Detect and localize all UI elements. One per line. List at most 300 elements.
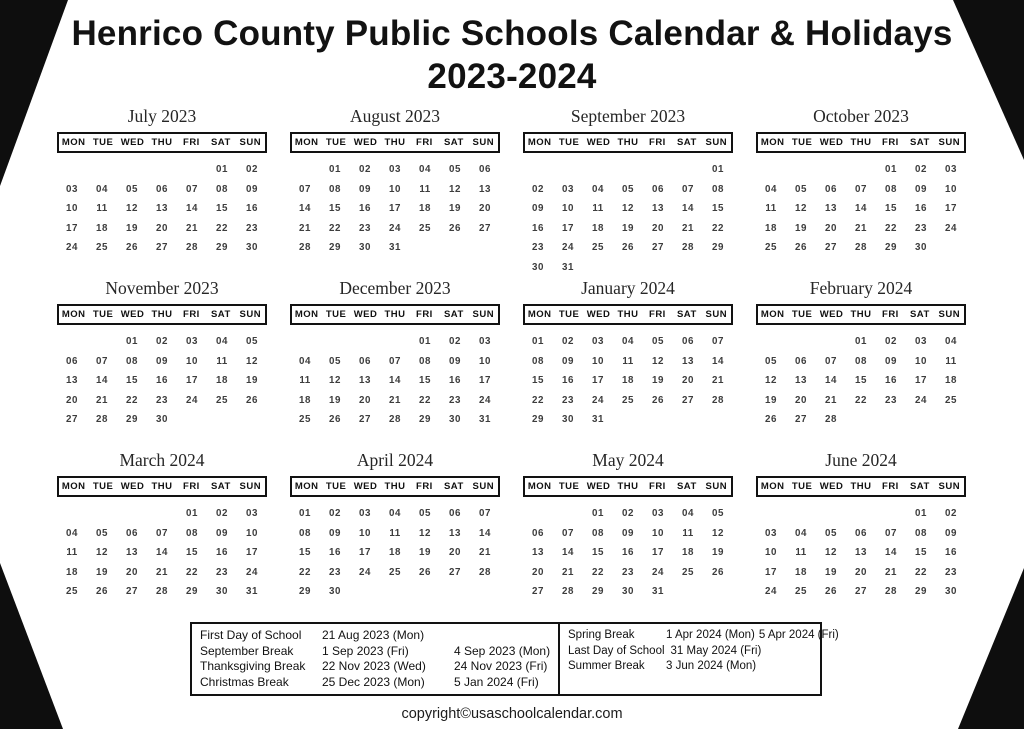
day-cell: 18 [592,222,604,234]
holiday-row [200,644,550,660]
day-cell: 24 [389,222,401,234]
day-cell: 23 [216,566,228,578]
day-cell: 13 [449,527,461,539]
day-cell [876,410,906,430]
day-cell: 05 [96,527,108,539]
day-cell: 24 [915,394,927,406]
weekday-label: TUE [92,137,114,148]
holiday-name: September Break [200,643,294,658]
day-cell: 27 [66,414,78,425]
day-cell: 26 [622,242,634,253]
day-cell: 04 [765,183,777,195]
weekday-label: THU [617,309,639,320]
day-cell: 13 [359,375,371,386]
weekday-label: MON [294,481,319,492]
holidays-left [192,624,558,694]
months-grid [57,106,1024,622]
day-cell: 16 [885,375,897,386]
weekday-label: TUE [791,309,813,320]
day-cell: 26 [126,242,138,253]
day-cell: 07 [479,508,491,519]
day-cell: 19 [712,547,724,558]
day-cell: 23 [449,394,461,406]
day-cell: 14 [156,547,168,558]
day-cell: 04 [945,336,957,347]
month-calendar [756,278,966,450]
day-cell [936,238,966,258]
day-cell: 10 [389,183,401,195]
weekday-label: WED [120,309,145,320]
holiday-start-date: 21 Aug 2023 (Mon) [322,628,425,642]
day-cell: 20 [126,566,138,578]
day-cell: 08 [592,527,604,539]
day-cell: 15 [532,375,544,386]
month-calendar [57,450,267,622]
day-cell: 26 [712,566,724,578]
day-cell: 03 [945,164,957,175]
day-cell: 22 [216,222,228,234]
day-cell: 18 [216,375,228,386]
day-cell: 11 [96,203,108,214]
day-cell: 07 [885,527,897,539]
weekday-label: SUN [938,309,961,320]
day-cell: 15 [592,547,604,558]
day-cell [613,160,643,180]
day-cell: 21 [562,566,574,578]
day-cell: 26 [652,394,664,406]
day-cell: 01 [592,508,604,519]
weekday-label: MON [527,309,552,320]
day-cell: 03 [186,336,198,347]
day-cell: 15 [915,547,927,558]
day-cell: 28 [825,414,837,425]
day-cell: 06 [855,527,867,539]
month-title: February 2024 [809,278,913,298]
day-cell: 02 [449,336,461,347]
weekday-label: SUN [239,481,262,492]
weekday-label: SUN [705,309,728,320]
month-title: September 2023 [570,106,686,126]
day-cell: 14 [682,203,694,214]
holiday-start-date: 22 Nov 2023 (Wed) [322,659,426,673]
day-cell: 10 [945,183,957,195]
month-title: August 2023 [350,106,440,126]
day-cell: 10 [66,203,78,214]
day-cell: 09 [329,527,341,539]
day-cell: 19 [96,566,108,578]
weekday-label: SAT [909,137,930,148]
day-cell: 28 [712,394,724,406]
day-cell: 30 [246,242,258,253]
day-cell: 29 [885,242,897,253]
day-cell [177,410,207,430]
day-cell: 05 [825,527,837,539]
weekday-label: SAT [909,481,930,492]
page-title-year: 2023-2024 [427,57,597,96]
weekday-label: WED [586,481,611,492]
weekday-label: SAT [210,137,231,148]
day-cell: 13 [66,375,78,386]
day-cell: 12 [622,203,634,214]
holiday-end-date: 24 Nov 2023 (Fri) [454,659,548,673]
day-cell: 16 [562,375,574,386]
weekday-label: THU [151,309,173,320]
day-cell: 27 [652,242,664,253]
day-cell: 20 [682,375,694,386]
day-cell: 01 [885,164,897,175]
day-cell: 31 [246,586,258,597]
day-cell: 31 [479,414,491,425]
day-cell: 25 [419,222,431,234]
days-grid [57,160,267,258]
day-cell: 05 [765,355,777,367]
day-cell: 05 [126,183,138,195]
day-cell: 23 [532,242,544,253]
day-cell: 28 [389,414,401,425]
day-cell [320,332,350,352]
day-cell: 04 [419,164,431,175]
weekday-label: MON [760,309,785,320]
day-cell: 14 [389,375,401,386]
weekday-header [290,132,500,153]
month-calendar [523,450,733,622]
day-cell: 27 [449,566,461,578]
day-cell: 10 [359,527,371,539]
weekday-label: SAT [443,309,464,320]
day-cell: 27 [825,242,837,253]
day-cell: 02 [945,508,957,519]
weekday-label: MON [760,481,785,492]
day-cell: 03 [479,336,491,347]
day-cell: 15 [419,375,431,386]
day-cell [906,410,936,430]
day-cell [147,160,177,180]
day-cell: 19 [825,566,837,578]
day-cell [553,504,583,524]
day-cell: 19 [419,547,431,558]
day-cell: 25 [682,566,694,578]
holiday-row [200,628,550,644]
holiday-row [200,659,550,675]
weekday-label: MON [294,137,319,148]
day-cell: 28 [885,586,897,597]
day-cell: 08 [915,527,927,539]
day-cell [350,582,380,602]
day-cell: 04 [216,336,228,347]
day-cell: 01 [126,336,138,347]
day-cell: 18 [389,547,401,558]
day-cell [57,332,87,352]
holiday-end-date: 5 Jan 2024 (Fri) [454,674,539,689]
day-cell: 16 [532,222,544,234]
day-cell: 24 [765,586,777,597]
day-cell: 10 [246,527,258,539]
weekday-header [57,132,267,153]
day-cell: 12 [246,355,258,367]
day-cell: 13 [156,203,168,214]
weekday-label: MON [527,137,552,148]
day-cell: 06 [652,183,664,195]
day-cell: 29 [532,414,544,425]
weekday-label: SUN [938,481,961,492]
day-cell: 01 [419,336,431,347]
weekday-header [290,304,500,325]
weekday-label: FRI [183,481,200,492]
day-cell [523,504,553,524]
day-cell: 08 [885,183,897,195]
day-cell: 01 [915,508,927,519]
day-cell: 19 [449,203,461,214]
day-cell: 24 [246,566,258,578]
day-cell: 25 [592,242,604,253]
day-cell: 05 [622,183,634,195]
day-cell: 28 [96,414,108,425]
weekday-label: SAT [676,137,697,148]
day-cell: 29 [299,586,311,597]
day-cell [117,160,147,180]
weekday-label: SUN [705,137,728,148]
day-cell: 18 [66,566,78,578]
day-cell: 31 [389,242,401,253]
day-cell: 06 [156,183,168,195]
day-cell: 04 [592,183,604,195]
weekday-label: SAT [676,309,697,320]
weekday-label: WED [353,481,378,492]
day-cell: 25 [216,394,228,406]
day-cell: 31 [592,414,604,425]
day-cell: 14 [855,203,867,214]
day-cell [786,160,816,180]
weekday-label: MON [61,481,86,492]
weekday-label: THU [384,481,406,492]
day-cell: 06 [479,164,491,175]
day-cell: 18 [682,547,694,558]
day-cell: 28 [156,586,168,597]
day-cell: 20 [479,203,491,214]
day-cell: 19 [246,375,258,386]
day-cell: 15 [216,203,228,214]
day-cell: 02 [246,164,258,175]
weekday-label: TUE [558,137,580,148]
month-title: March 2024 [119,450,205,470]
day-cell: 14 [562,547,574,558]
weekday-label: MON [61,309,86,320]
day-cell [380,582,410,602]
day-cell: 02 [216,508,228,519]
day-cell: 12 [329,375,341,386]
day-cell: 12 [449,183,461,195]
day-cell: 19 [126,222,138,234]
day-cell: 04 [795,527,807,539]
day-cell: 26 [795,242,807,253]
day-cell: 19 [329,394,341,406]
day-cell [290,160,320,180]
weekday-label: SUN [472,137,495,148]
day-cell: 05 [419,508,431,519]
day-cell: 19 [652,375,664,386]
weekday-label: FRI [416,481,433,492]
days-grid [57,332,267,430]
days-grid [523,160,733,277]
day-cell [756,332,786,352]
day-cell [57,504,87,524]
copyright: copyright©usaschoolcalendar.com [401,706,623,722]
day-cell: 26 [96,586,108,597]
day-cell: 23 [329,566,341,578]
day-cell: 20 [156,222,168,234]
weekday-header [523,304,733,325]
weekday-label: THU [151,137,173,148]
day-cell [410,582,440,602]
day-cell: 13 [479,183,491,195]
day-cell [673,582,703,602]
day-cell: 28 [186,242,198,253]
weekday-label: WED [586,309,611,320]
day-cell: 01 [216,164,228,175]
day-cell: 29 [329,242,341,253]
day-cell: 14 [479,527,491,539]
day-cell [410,238,440,258]
day-cell [583,160,613,180]
day-cell: 22 [126,394,138,406]
day-cell: 17 [389,203,401,214]
day-cell: 02 [532,183,544,195]
day-cell: 30 [532,261,544,273]
weekday-label: SAT [909,309,930,320]
day-cell: 04 [96,183,108,195]
day-cell: 17 [592,375,604,386]
day-cell: 16 [449,375,461,386]
weekday-label: TUE [325,309,347,320]
day-cell: 15 [885,203,897,214]
holiday-start-date: 31 May 2024 (Fri) [670,644,762,657]
day-cell: 18 [622,375,634,386]
day-cell: 13 [795,375,807,386]
day-cell: 23 [156,394,168,406]
day-cell: 21 [712,375,724,386]
day-cell: 20 [66,394,78,406]
day-cell: 26 [246,394,258,406]
day-cell: 25 [299,414,311,425]
holiday-name: First Day of School [200,628,302,642]
month-calendar [290,106,500,278]
day-cell: 26 [449,222,461,234]
day-cell: 29 [712,242,724,253]
day-cell: 09 [156,355,168,367]
day-cell: 08 [186,527,198,539]
days-grid [290,332,500,430]
day-cell: 06 [126,527,138,539]
holiday-row [200,675,550,691]
day-cell: 06 [449,508,461,519]
day-cell: 24 [652,566,664,578]
day-cell: 16 [915,203,927,214]
days-grid [523,332,733,430]
day-cell: 24 [479,394,491,406]
day-cell: 08 [329,183,341,195]
day-cell: 30 [329,586,341,597]
day-cell: 17 [186,375,198,386]
day-cell [756,504,786,524]
day-cell: 20 [825,222,837,234]
day-cell: 23 [945,566,957,578]
day-cell: 02 [915,164,927,175]
day-cell: 21 [299,222,311,234]
day-cell: 27 [855,586,867,597]
day-cell [703,582,733,602]
day-cell: 01 [855,336,867,347]
day-cell: 25 [795,586,807,597]
day-cell: 06 [359,355,371,367]
page-title [0,12,1024,98]
day-cell: 01 [712,164,724,175]
day-cell: 09 [562,355,574,367]
day-cell: 21 [186,222,198,234]
day-cell: 29 [915,586,927,597]
day-cell: 31 [652,586,664,597]
day-cell: 30 [216,586,228,597]
weekday-label: THU [617,481,639,492]
day-cell: 28 [562,586,574,597]
weekday-label: WED [586,137,611,148]
weekday-label: MON [294,309,319,320]
day-cell: 08 [299,527,311,539]
day-cell: 06 [795,355,807,367]
day-cell: 16 [329,547,341,558]
day-cell: 29 [216,242,228,253]
weekday-header [756,476,966,497]
day-cell: 02 [885,336,897,347]
day-cell: 03 [562,183,574,195]
day-cell [177,160,207,180]
day-cell: 05 [652,336,664,347]
day-cell: 19 [765,394,777,406]
day-cell: 22 [532,394,544,406]
weekday-label: FRI [649,309,666,320]
weekday-label: SUN [472,309,495,320]
day-cell: 23 [246,222,258,234]
day-cell [673,410,703,430]
day-cell: 10 [562,203,574,214]
day-cell: 05 [449,164,461,175]
weekday-label: SUN [705,481,728,492]
day-cell: 09 [449,355,461,367]
holiday-row [568,628,839,644]
days-grid [290,504,500,602]
day-cell [703,258,733,278]
day-cell: 08 [419,355,431,367]
day-cell: 06 [682,336,694,347]
weekday-header [523,132,733,153]
day-cell: 25 [389,566,401,578]
weekday-label: TUE [92,481,114,492]
day-cell: 20 [532,566,544,578]
month-title: June 2024 [825,450,897,470]
day-cell: 11 [682,527,694,539]
weekday-header [756,132,966,153]
day-cell: 18 [765,222,777,234]
day-cell: 17 [765,566,777,578]
weekday-label: WED [353,137,378,148]
holiday-end-date: 5 Apr 2024 (Fri) [758,629,839,641]
day-cell [207,410,237,430]
weekday-label: SAT [443,137,464,148]
day-cell: 03 [359,508,371,519]
day-cell: 14 [712,355,724,367]
weekday-label: THU [384,137,406,148]
holiday-name: Christmas Break [200,674,289,689]
day-cell: 09 [246,183,258,195]
